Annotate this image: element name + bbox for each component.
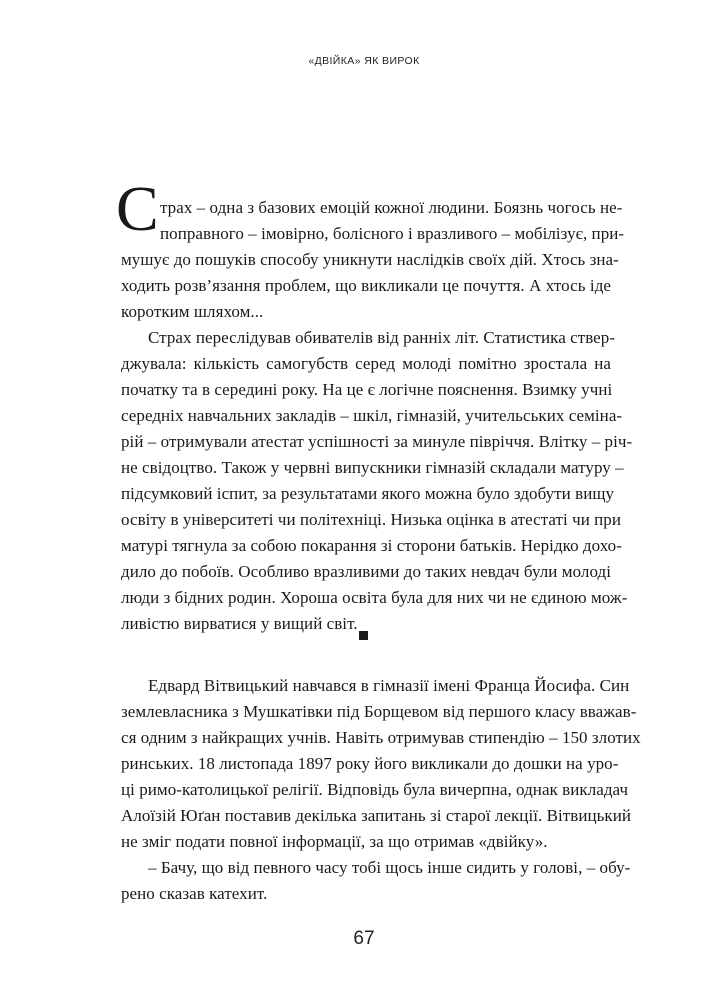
text-line: джувала: кількість самогубств серед молоді помітно зростала на (121, 354, 611, 373)
text-line: землевласника з Мушкатівки під Борщевом від першого класу вважав- (121, 702, 637, 721)
text-line: освіту в університеті чи політехніці. Низька оцінка в атестаті чи при (121, 510, 622, 529)
text-line: Едвард Вітвицький навчався в гімназії імені Франца Йосифа. Син (148, 676, 630, 695)
text-line: рено сказав катехит. (121, 884, 268, 903)
text-line: – Бачу, що від певного часу тобі щось інше сидить у голові, – обу- (148, 858, 631, 877)
text-line: матурі тягнула за собою покарання зі сторони батьків. Нерідко дохо- (121, 536, 622, 555)
text-line: середніх навчальних закладів – шкіл, гімназій, учительських семіна- (121, 406, 623, 425)
text-line: поправного – імовірно, болісного і вразливого – мобілізує, при- (160, 224, 625, 243)
section-break-square (359, 631, 368, 640)
text-line: мушує до пошуків способу уникнути наслідків своїх дій. Хтось зна- (121, 250, 619, 269)
text-line: рій – отримували атестат успішності за минуле півріччя. Влітку – річ- (121, 432, 633, 451)
page-number: 67 (353, 928, 375, 949)
text-line: ливістю вирватися у вищий світ. (121, 614, 358, 633)
text-line: Страх переслідував обивателів від ранніх літ. Статистика ствер- (148, 328, 616, 347)
text-line: Алоїзій Юґан поставив декілька запитань зі старої лекції. Вітвицький (121, 806, 632, 825)
text-line: ся одним з найкращих учнів. Навіть отримував стипендію – 150 злотих (121, 728, 641, 747)
text-line: ці римо-католицької релігії. Відповідь була вичерпна, однак викладач (121, 780, 629, 799)
text-line: коротким шляхом... (121, 302, 264, 321)
text-line: дило до побоїв. Особливо вразливими до таких невдач були молоді (121, 562, 611, 581)
running-head: «ДВІЙКА» ЯК ВИРОК (308, 55, 420, 67)
drop-cap: С (116, 173, 159, 244)
text-line: ходить розв’язання проблем, що викликали це почуття. А хтось іде (121, 276, 611, 295)
text-line: підсумковий іспит, за результатами якого можна було здобути вищу (121, 484, 615, 503)
text-line: не свідоцтво. Також у червні випускники гімназій складали матуру – (121, 458, 624, 477)
text-line: ринських. 18 листопада 1897 року його викликали до дошки на уро- (121, 754, 619, 773)
text-line: трах – одна з базових емоцій кожної людини. Боязнь чогось не- (160, 198, 623, 217)
text-line: люди з бідних родин. Хороша освіта була для них чи не єдиною мож- (121, 588, 628, 607)
text-line: не зміг подати повної інформації, за що отримав «двійку». (121, 832, 548, 851)
text-line: початку та в середині року. На це є логічне пояснення. Взимку учні (121, 380, 613, 399)
